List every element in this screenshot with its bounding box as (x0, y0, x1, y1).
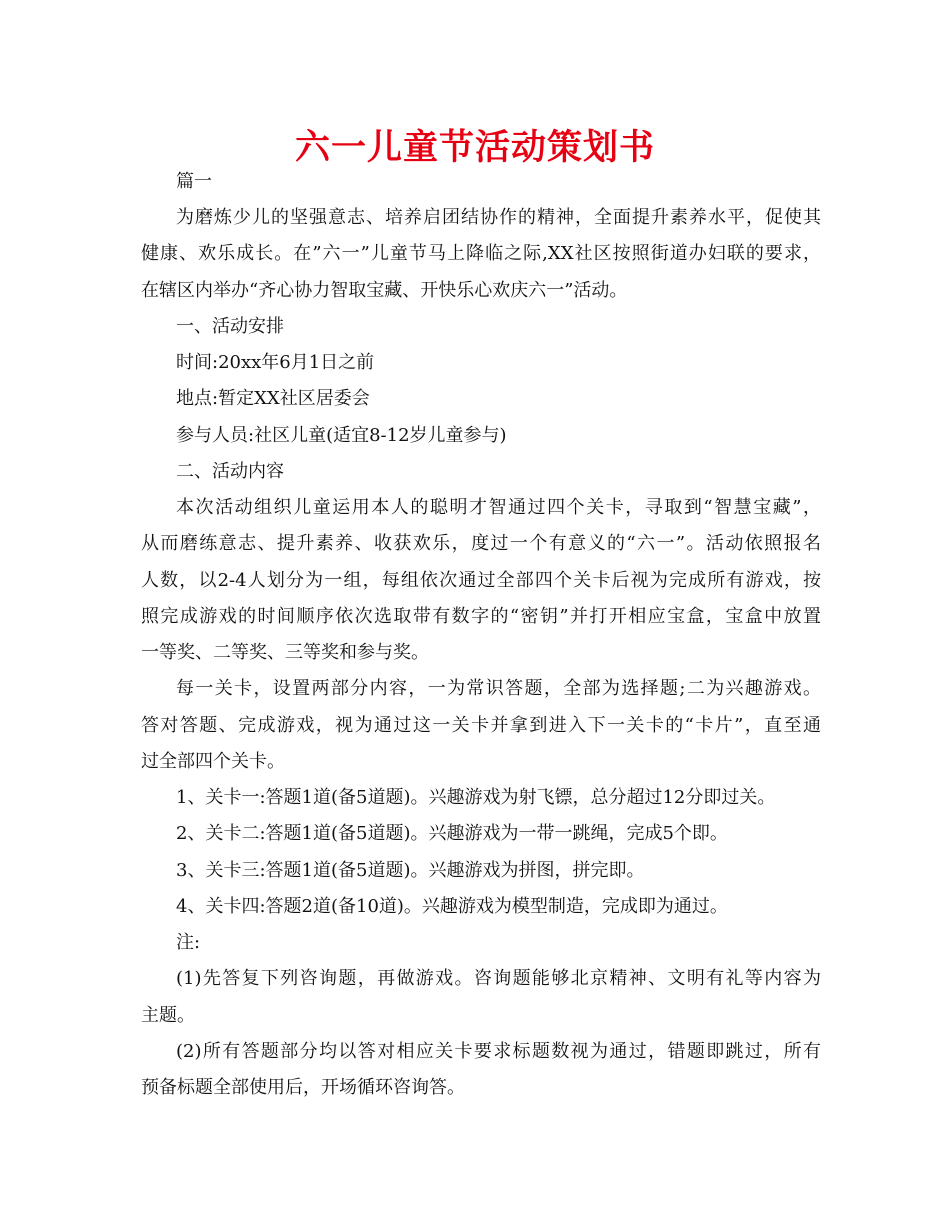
paragraph-line: 从而磨练意志、提升素养、收获欢乐，度过一个有意义的“六一”。活动依照报名 (141, 533, 821, 554)
paragraph-line: 健康、欢乐成长。在”六一”儿童节马上降临之际,XX社区按照街道办妇联的要求， (141, 243, 821, 264)
document-title: 六一儿童节活动策划书 (294, 128, 655, 168)
paragraph-line: 在辖区内举办“齐心协力智取宝藏、开快乐心欢庆六一”活动。 (141, 280, 628, 301)
list-item: 4、关卡四:答题2道(备10道)。兴趣游戏为模型制造，完成即为通过。 (176, 896, 728, 917)
section-heading: 二、活动内容 (176, 461, 284, 482)
paragraph-line: 一等奖、二等奖、三等奖和参与奖。 (141, 642, 429, 663)
paragraph-line: 地点:暂定XX社区居委会 (176, 388, 370, 409)
paragraph-line: 参与人员:社区儿童(适宜8-12岁儿童参与) (176, 425, 507, 446)
paragraph-line: (1)先答复下列咨询题，再做游戏。咨询题能够北京精神、文明有礼等内容为 (176, 968, 821, 989)
paragraph-line: 过全部四个关卡。 (141, 751, 285, 772)
section-label: 篇一 (176, 171, 212, 192)
paragraph-line: 每一关卡，设置两部分内容，一为常识答题，全部为选择题;二为兴趣游戏。 (176, 678, 821, 699)
paragraph-line: 答对答题、完成游戏，视为通过这一关卡并拿到进入下一关卡的“卡片”，直至通 (141, 715, 821, 736)
list-item: 1、关卡一:答题1道(备5道题)。兴趣游戏为射飞镖，总分超过12分即过关。 (176, 787, 776, 808)
paragraph-line: 照完成游戏的时间顺序依次选取带有数字的“密钥”并打开相应宝盒，宝盒中放置 (141, 606, 821, 627)
paragraph-line: 人数，以2-4人划分为一组，每组依次通过全部四个关卡后视为完成所有游戏，按 (141, 570, 821, 591)
paragraph-line: 时间:20xx年6月1日之前 (176, 352, 375, 373)
list-item: 3、关卡三:答题1道(备5道题)。兴趣游戏为拼图，拼完即。 (176, 860, 645, 881)
note-label: 注: (176, 932, 201, 953)
paragraph-line: 为磨炼少儿的坚强意志、培养启团结协作的精神，全面提升素养水平，促使其 (176, 207, 821, 228)
paragraph-line: 主题。 (141, 1005, 195, 1026)
list-item: 2、关卡二:答题1道(备5道题)。兴趣游戏为一带一跳绳，完成5个即。 (176, 823, 728, 844)
paragraph-line: (2)所有答题部分均以答对相应关卡要求标题数视为通过，错题即跳过，所有 (176, 1041, 821, 1062)
paragraph-line: 预备标题全部使用后，开场循环咨询答。 (141, 1077, 465, 1098)
paragraph-line: 本次活动组织儿童运用本人的聪明才智通过四个关卡，寻取到“智慧宝藏”， (176, 497, 821, 518)
section-heading: 一、活动安排 (176, 316, 284, 337)
